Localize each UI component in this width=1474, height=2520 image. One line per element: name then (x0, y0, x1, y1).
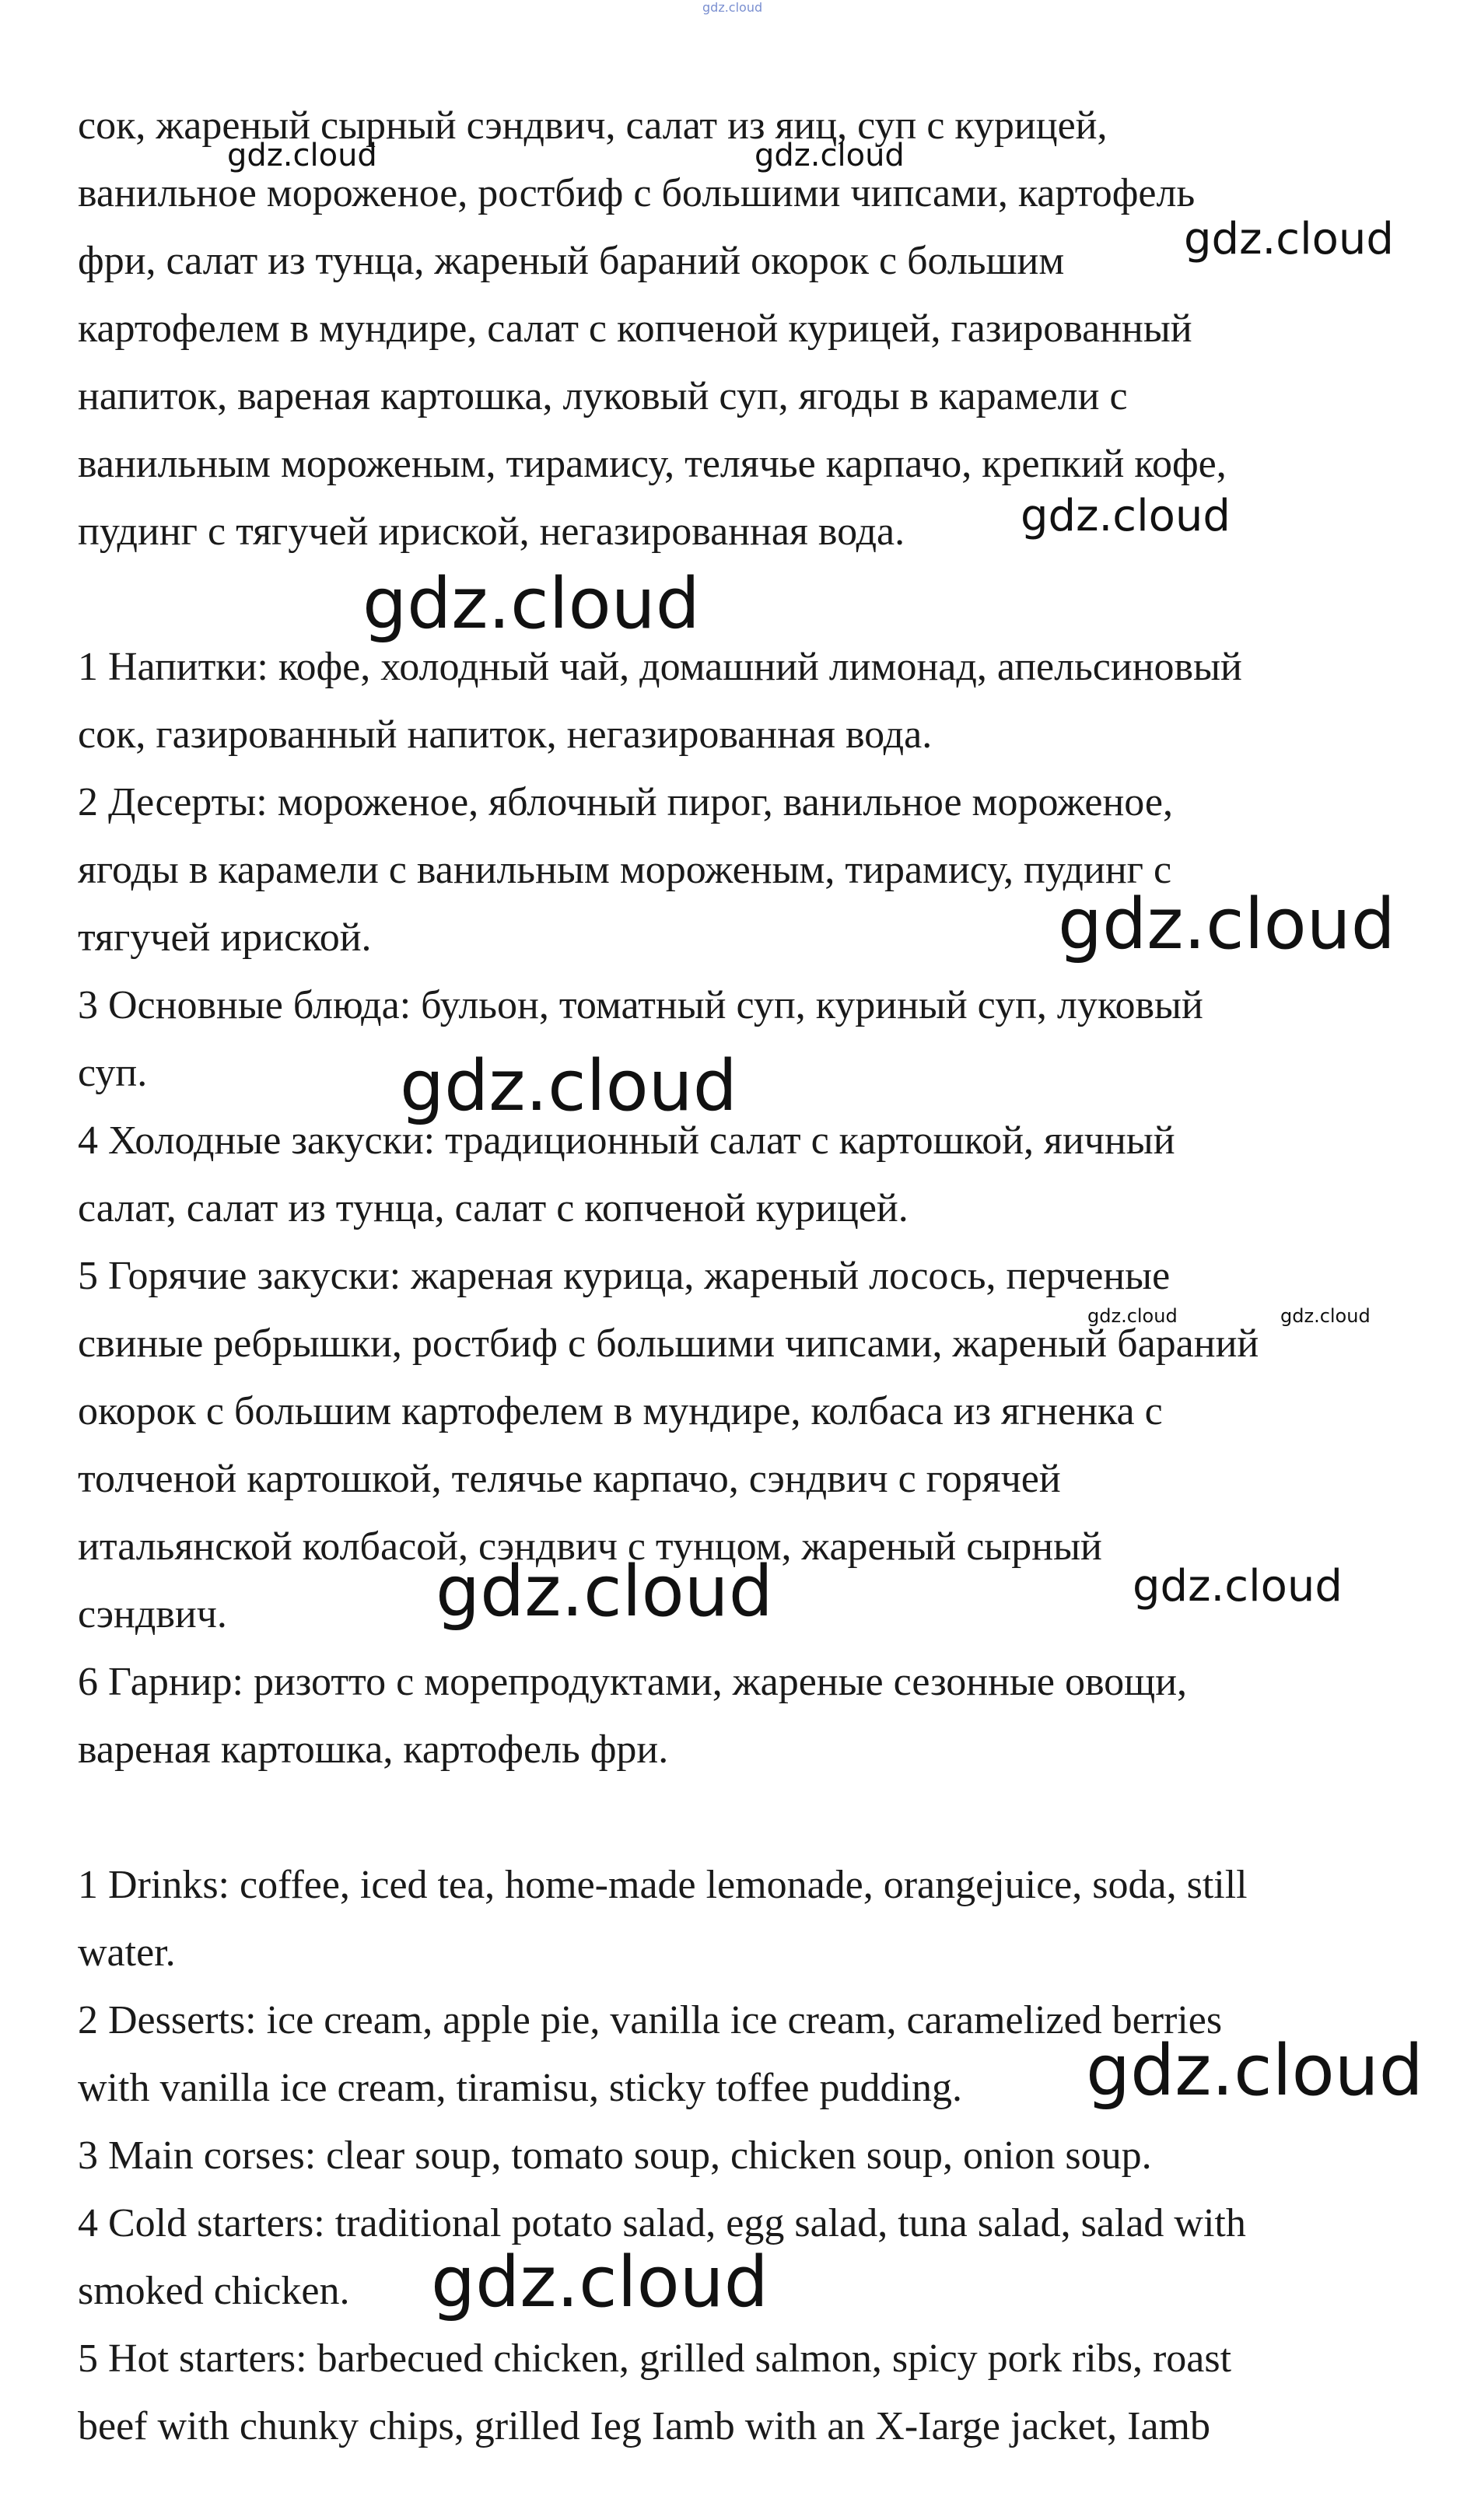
text-line: суп. (78, 1051, 148, 1095)
text-line: beef with chunky chips, grilled Ieg Iamb with an X-Iarge jacket, Iamb (78, 2404, 1210, 2448)
watermark: gdz.cloud (436, 1551, 773, 1633)
text-line: 1 Drinks: coffee, iced tea, home-made lemonade, orangejuice, soda, still (78, 1863, 1248, 1907)
text-line: итальянской колбасой, сэндвич с тунцом, жареный сырный (78, 1524, 1102, 1569)
text-line: ягоды в карамели с ванильным мороженым, тирамису, пудинг с (78, 848, 1172, 892)
text-line: with vanilla ice cream, tiramisu, sticky toffee pudding. (78, 2066, 962, 2110)
english-menu-list (78, 1851, 1416, 2460)
watermark: gdz.cloud (1133, 1561, 1343, 1612)
watermark: gdz.cloud (1058, 884, 1395, 965)
text-line: напиток, вареная картошка, луковый суп, ягоды в карамели с (78, 374, 1128, 418)
text-line: 5 Hot starters: barbecued chicken, grilled salmon, spicy pork ribs, roast (78, 2336, 1232, 2381)
text-line: картофелем в мундире, салат с копченой курицей, газированный (78, 306, 1192, 351)
text-line: water. (78, 1930, 176, 1975)
text-line: пудинг с тягучей ириской, негазированная вода. (78, 509, 905, 554)
text-line: smoked chicken. (78, 2269, 350, 2313)
text-line: тягучей ириской. (78, 915, 372, 960)
text-line: вареная картошка, картофель фри. (78, 1727, 669, 1772)
paragraph-gap (78, 1783, 1416, 1851)
header-watermark: gdz.cloud (702, 0, 763, 15)
watermark: gdz.cloud (431, 2242, 769, 2323)
text-line: ванильным мороженым, тирамису, телячье карпачо, крепкий кофе, (78, 442, 1227, 486)
text-line: сэндвич. (78, 1592, 227, 1636)
watermark: gdz.cloud (1086, 2030, 1423, 2112)
watermark: gdz.cloud (227, 138, 377, 173)
text-line: 4 Cold starters: traditional potato salad, egg salad, tuna salad, salad with (78, 2201, 1246, 2245)
watermark: gdz.cloud (362, 563, 700, 645)
text-line: 6 Гарнир: ризотто с морепродуктами, жареные сезонные овощи, (78, 1660, 1188, 1704)
text-line: 3 Основные блюда: бульон, томатный суп, куриный суп, луковый (78, 983, 1203, 1027)
text-line: 5 Горячие закуски: жареная курица, жареный лосось, перченые (78, 1254, 1171, 1298)
text-line: 1 Напитки: кофе, холодный чай, домашний лимонад, апельсиновый (78, 645, 1242, 689)
text-line: сок, газированный напиток, негазированная вода. (78, 712, 933, 757)
text-line: салат, салат из тунца, салат с копченой курицей. (78, 1186, 909, 1230)
text-line: толченой картошкой, телячье карпачо, сэндвич с горячей (78, 1457, 1061, 1501)
text-line: окорок с большим картофелем в мундире, колбаса из ягненка с (78, 1389, 1163, 1433)
text-line: ванильное мороженое, ростбиф с большими чипсами, картофель (78, 171, 1196, 215)
watermark: gdz.cloud (1184, 214, 1394, 264)
text-line: 4 Холодные закуски: традиционный салат с картошкой, яичный (78, 1118, 1175, 1163)
paragraph-gap (78, 565, 1416, 633)
text-line: 2 Десерты: мороженое, яблочный пирог, ванильное мороженое, (78, 780, 1174, 824)
text-line: 2 Desserts: ice cream, apple pie, vanilla ice cream, caramelized berries (78, 1998, 1223, 2042)
text-line: 3 Main corses: clear soup, tomato soup, chicken soup, onion soup. (78, 2133, 1152, 2178)
watermark: gdz.cloud (1087, 1305, 1178, 1327)
watermark: gdz.cloud (1021, 491, 1231, 541)
watermark: gdz.cloud (1280, 1305, 1371, 1327)
text-line: свиные ребрышки, ростбиф с большими чипсами, жареный бараний (78, 1321, 1259, 1366)
text-line: сок, жареный сырный сэндвич, салат из яиц, суп с курицей, (78, 103, 1108, 148)
watermark: gdz.cloud (755, 138, 905, 173)
text-line: фри, салат из тунца, жареный бараний окорок с большим (78, 239, 1065, 283)
watermark: gdz.cloud (400, 1045, 737, 1127)
